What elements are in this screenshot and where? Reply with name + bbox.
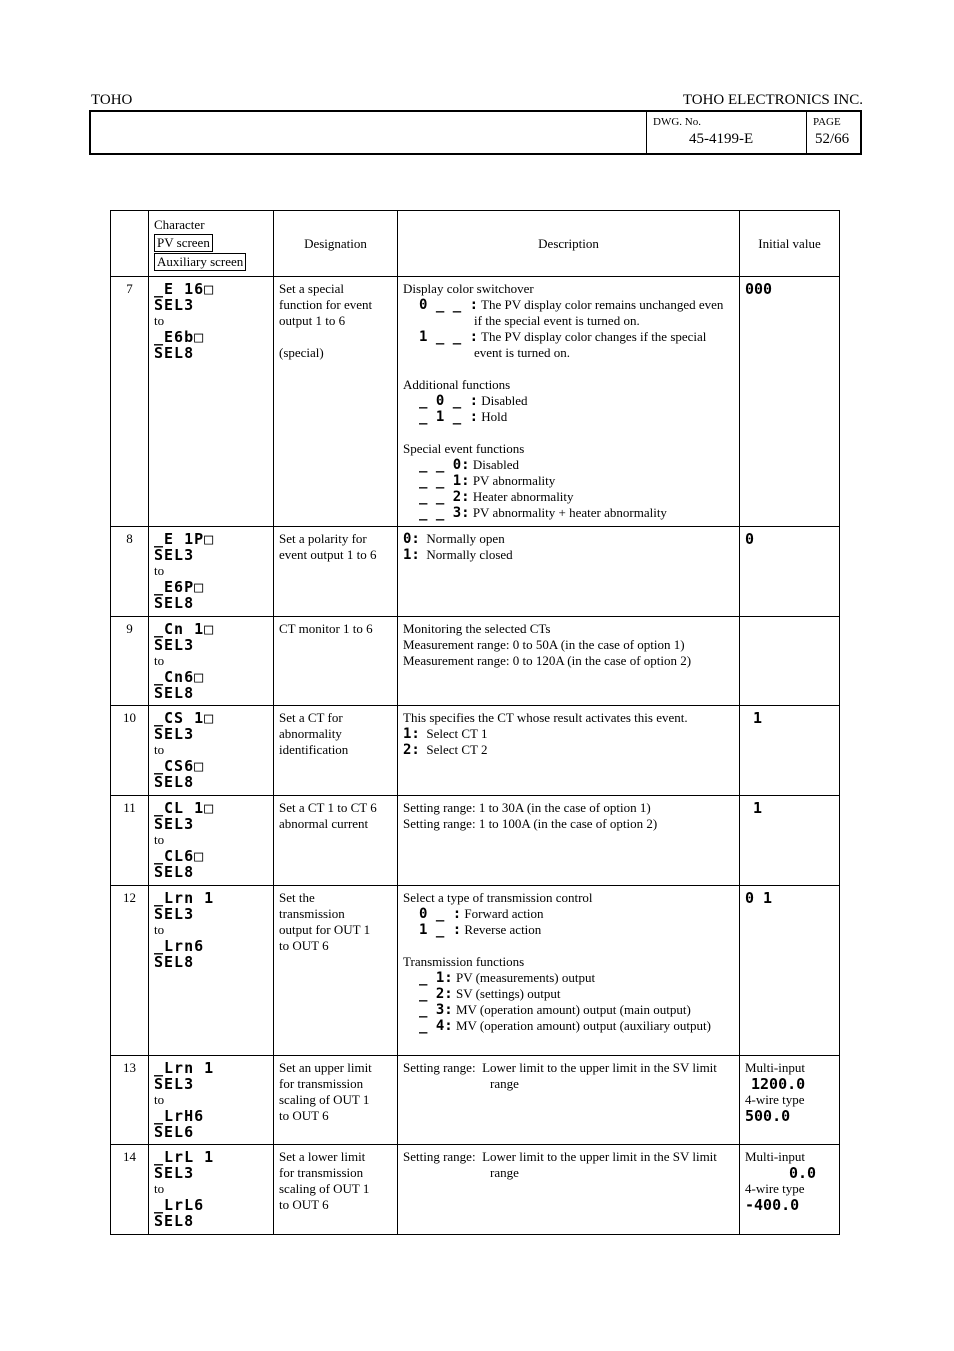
page-label: PAGE bbox=[813, 116, 841, 128]
row-designation: Set a lower limit for transmission scaling of OUT 1 to OUT 6 bbox=[274, 1145, 398, 1235]
parameter-table bbox=[110, 210, 840, 1235]
row-characters: _CL 1□ SEL3 to _CL6□ SEL8 bbox=[149, 796, 274, 886]
dwg-number-box bbox=[646, 110, 806, 155]
row-initial-value: Multi-input 0.0 4-wire type -400.0 bbox=[740, 1145, 840, 1235]
row-characters: _Lrn 1 SEL3 to _Lrn6 SEL8 bbox=[149, 886, 274, 1056]
aux-screen-label: Auxiliary screen bbox=[154, 253, 246, 271]
row-description: Display color switchover 0 _ _ : The PV display color remains unchanged even if the special event is turned on. 1 _ _ : The PV display color changes if the special event is turned on. Additional functions _ 0 _ : Disabled _ 1 _ : Hold Special event functions _ _ 0: Disabled _ _ 1: PV abnormality _ _ 2: Heater abnormality _ _ 3: PV abnormality + heater abnormality bbox=[398, 277, 740, 527]
row-number: 11 bbox=[111, 796, 149, 886]
row-description: This specifies the CT whose result activates this event. 1: Select CT 1 2: Select CT 2 bbox=[398, 706, 740, 796]
header-company-right: TOHO ELECTRONICS INC. bbox=[682, 92, 863, 108]
row-designation: Set the transmission output for OUT 1 to OUT 6 bbox=[274, 886, 398, 1056]
row-number: 12 bbox=[111, 886, 149, 1056]
table-row bbox=[111, 527, 840, 617]
row-initial-value: 000 bbox=[740, 277, 840, 527]
header-company-left: TOHO bbox=[91, 92, 133, 108]
row-number: 14 bbox=[111, 1145, 149, 1235]
initial-header: Initial value bbox=[740, 211, 840, 277]
row-designation: Set a polarity for event output 1 to 6 bbox=[274, 527, 398, 617]
table-row bbox=[111, 1145, 840, 1235]
row-description: Setting range: Lower limit to the upper limit in the SV limit range bbox=[398, 1145, 740, 1235]
pv-screen-label: PV screen bbox=[154, 234, 213, 252]
row-description: Setting range: Lower limit to the upper limit in the SV limit range bbox=[398, 1056, 740, 1145]
row-description: Setting range: 1 to 30A (in the case of option 1) Setting range: 1 to 100A (in the case of option 2) bbox=[398, 796, 740, 886]
row-description: Monitoring the selected CTs Measurement range: 0 to 50A (in the case of option 1) Measurement range: 0 to 120A (in the case of option 2) bbox=[398, 617, 740, 706]
table-row bbox=[111, 796, 840, 886]
row-characters: _Cn 1□ SEL3 to _Cn6□ SEL8 bbox=[149, 617, 274, 706]
row-number: 8 bbox=[111, 527, 149, 617]
row-characters: _Lrn 1 SEL3 to _LrH6 SEL6 bbox=[149, 1056, 274, 1145]
row-initial-value: Multi-input 1200.0 4-wire type 500.0 bbox=[740, 1056, 840, 1145]
dwg-label: DWG. No. bbox=[653, 116, 701, 128]
row-designation: CT monitor 1 to 6 bbox=[274, 617, 398, 706]
row-characters: _E 1P□ SEL3 to _E6P□ SEL8 bbox=[149, 527, 274, 617]
row-characters: _E 16□ SEL3 to _E6b□ SEL8 bbox=[149, 277, 274, 527]
page-box bbox=[806, 110, 862, 155]
row-number: 10 bbox=[111, 706, 149, 796]
row-characters: _CS 1□ SEL3 to _CS6□ SEL8 bbox=[149, 706, 274, 796]
description-header: Description bbox=[398, 211, 740, 277]
row-designation: Set a special function for event output 1 to 6 (special) bbox=[274, 277, 398, 527]
character-header: Character PV screen Auxiliary screen bbox=[149, 211, 274, 277]
table-row bbox=[111, 706, 840, 796]
row-characters: _LrL 1 SEL3 to _LrL6 SEL8 bbox=[149, 1145, 274, 1235]
designation-header: Designation bbox=[274, 211, 398, 277]
table-header-row bbox=[111, 211, 840, 277]
row-initial-value: 0 bbox=[740, 527, 840, 617]
row-initial-value: 0 1 bbox=[740, 886, 840, 1056]
table-row bbox=[111, 277, 840, 527]
row-description: 0: Normally open 1: Normally closed bbox=[398, 527, 740, 617]
table-row bbox=[111, 886, 840, 1056]
table-row bbox=[111, 1056, 840, 1145]
row-initial-value bbox=[740, 617, 840, 706]
row-designation: Set an upper limit for transmission scaling of OUT 1 to OUT 6 bbox=[274, 1056, 398, 1145]
dwg-value: 45-4199-E bbox=[689, 131, 754, 147]
row-number: 13 bbox=[111, 1056, 149, 1145]
page-value: 52/66 bbox=[815, 131, 850, 147]
row-number: 9 bbox=[111, 617, 149, 706]
row-number: 7 bbox=[111, 277, 149, 527]
row-designation: Set a CT for abnormality identification bbox=[274, 706, 398, 796]
row-initial-value: 1 bbox=[740, 706, 840, 796]
row-description: Select a type of transmission control 0 _ : Forward action 1 _ : Reverse action Transmission functions _ 1: PV (measurements) output _ 2: SV (settings) output _ 3: MV (operation amount) output (main output) _ 4: MV (operation amount) output (auxiliary output) bbox=[398, 886, 740, 1056]
row-designation: Set a CT 1 to CT 6 abnormal current bbox=[274, 796, 398, 886]
row-initial-value: 1 bbox=[740, 796, 840, 886]
table-row bbox=[111, 617, 840, 706]
